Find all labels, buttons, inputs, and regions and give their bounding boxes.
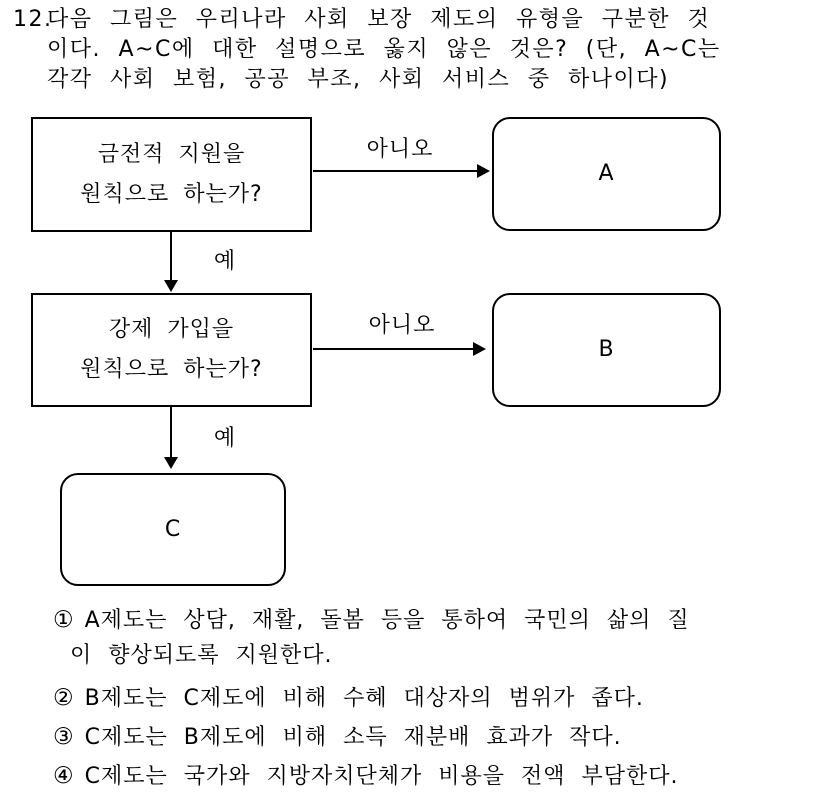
arrow-no-2-head-icon [473,342,486,356]
question-number: 12. [13,7,53,32]
arrow-yes-1-head-icon [164,280,178,292]
arrow-yes-1-line [170,232,172,282]
decision-box-2 [31,293,312,407]
terminal-box-b [492,293,721,407]
option-4-row [53,759,679,790]
question-line-3: 각각 사회 보험, 공공 부조, 사회 서비스 중 하나이다) [47,67,670,92]
option-3-text: C제도는 B제도에 비해 소득 재분배 효과가 작다. [84,725,622,750]
arrow-yes-2-line [170,407,172,459]
edge-label-no-2: 아니오 [368,313,436,338]
option-3-marker: ③ [53,724,74,750]
terminal-box-c [60,473,286,586]
option-1-text-line-1: A제도는 상담, 재활, 돌봄 등을 통하여 국민의 삶의 질 [84,608,690,633]
terminal-box-a [492,117,721,231]
option-1-row [53,603,690,634]
option-4-text: C제도는 국가와 지방자치단체가 비용을 전액 부담한다. [84,764,679,789]
decision-box-2-line-2: 원칙으로 하는가? [80,357,263,382]
arrow-no-1-head-icon [477,164,490,178]
decision-box-1 [31,117,312,232]
arrow-yes-2-head-icon [164,457,178,469]
terminal-box-a-label: A [598,161,615,186]
arrow-no-2-line [313,348,475,350]
decision-box-1-line-1: 금전적 지원을 [97,141,246,167]
option-2-row [53,681,644,712]
option-3-row [53,720,622,751]
decision-box-2-line-1: 강제 가입을 [108,317,235,342]
terminal-box-c-label: C [164,516,182,542]
terminal-box-b-label: B [598,337,615,362]
option-2-text: B제도는 C제도에 비해 수혜 대상자의 범위가 좁다. [84,686,644,711]
option-1-row-continuation [70,638,333,669]
option-1-text-line-2: 이 향상되도록 지원한다. [70,643,333,668]
arrow-no-1-line [313,170,479,172]
option-1-marker: ① [53,607,74,633]
decision-box-1-line-2: 원칙으로 하는가? [80,181,263,207]
question-line-2: 이다. A~C에 대한 설명으로 옳지 않은 것은? (단, A~C는 [47,37,721,62]
option-2-marker: ② [53,685,74,711]
edge-label-no-1: 아니오 [366,137,434,162]
edge-label-yes-2: 예 [213,426,237,451]
question-line-1: 다음 그림은 우리나라 사회 보장 제도의 유형을 구분한 것 [47,7,711,32]
edge-label-yes-1: 예 [213,249,237,274]
option-4-marker: ④ [53,763,74,789]
